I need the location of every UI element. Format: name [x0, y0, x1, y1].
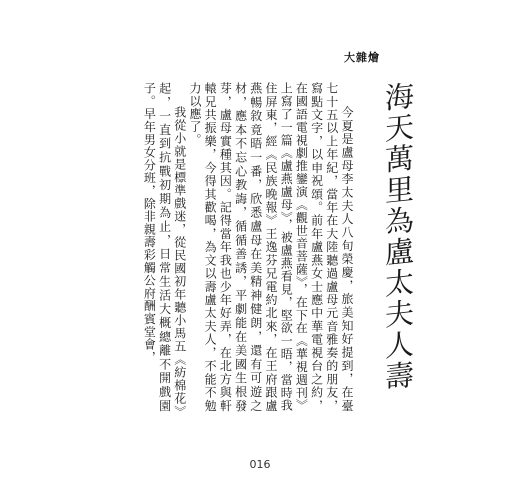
page-number: 016: [249, 458, 271, 471]
article-title: 海天萬里為盧太夫人壽: [381, 80, 415, 394]
paragraph: 今夏是盧母李太夫人八旬榮慶，旅美知好提到，在臺七十五以上年紀，當年在大陸聽過盧母元音雅奏的朋友，寫點文字，以申祝頌。前年盧燕女士應中華電視台之約，在國語電視劇推鑾演《觀世音菩薩》，在下在《華視週刊》上寫了一篇《盧燕盧母》，被盧燕看見，堅欲一晤，當時我住屏東，經《民族晚報》王逸芬兄電約北來，在王府跟盧燕暢敘竟晤一番，欣悉盧母在美精神健朗，還有可遊之材，應本不忘心教誨，循循善誘，平劇能在美國生根發芽，盧母實種其因。記得當年我也少年好弄，在北方與軒轅兄共振樂，今得其歡喝，為文以壽盧太夫人，不能不勉力以應了。: [187, 82, 354, 412]
article-body: [142, 82, 354, 412]
running-head: 大雜燴: [344, 51, 380, 64]
paragraph: 我從小就是標準戲迷，從民國初年聽小馬五《紡棉花》起，一直到抗戰初期為止，日常生活大概總離不開戲園子。早年男女分班，除非親壽彩觸公府酬賓堂會，: [142, 82, 187, 412]
